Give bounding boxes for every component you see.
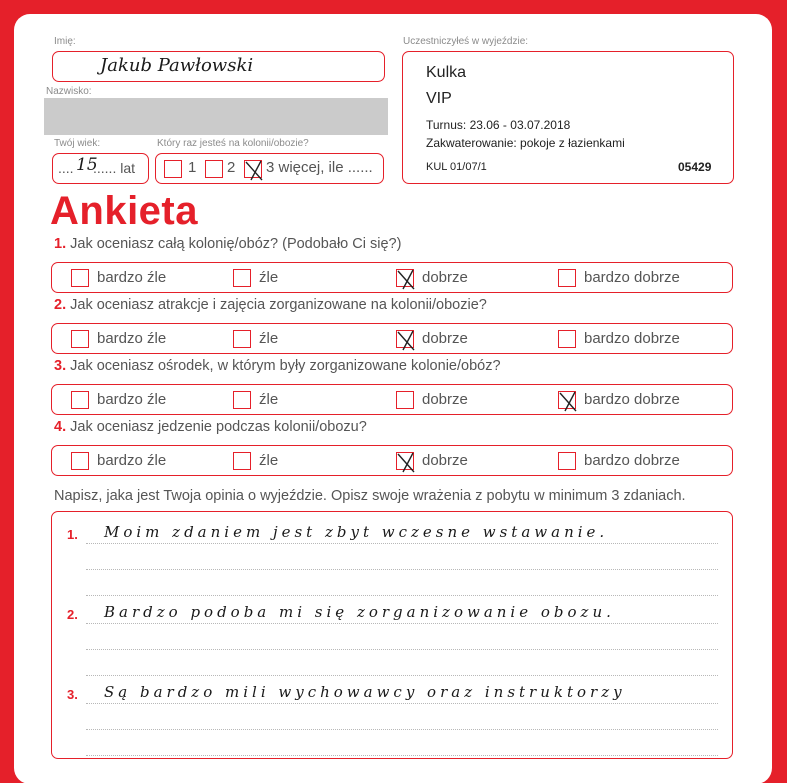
camp-accommodation: Zakwaterowanie: pokoje z łazienkami: [426, 136, 625, 150]
q1-checkbox-3[interactable]: [396, 269, 414, 287]
q4-checkbox-2[interactable]: [233, 452, 251, 470]
q4-checkbox-1[interactable]: [71, 452, 89, 470]
camp-term: Turnus: 23.06 - 03.07.2018: [426, 118, 571, 132]
participant-label: Uczestniczyłeś w wyjeździe:: [403, 36, 529, 47]
q2-checkbox-1[interactable]: [71, 330, 89, 348]
option-label: dobrze: [422, 330, 468, 347]
answer-1-number: 1.: [67, 527, 78, 542]
option-label: dobrze: [422, 269, 468, 286]
times-option-label: 3 więcej, ile ......: [266, 159, 373, 176]
writing-line: [86, 595, 718, 596]
camp-name: Kulka: [426, 64, 467, 81]
survey-title: Ankieta: [50, 189, 198, 233]
option-label: bardzo źle: [97, 452, 167, 469]
q4-checkbox-4[interactable]: [558, 452, 576, 470]
q2-checkbox-4[interactable]: [558, 330, 576, 348]
q2-checkbox-2[interactable]: [233, 330, 251, 348]
age-label: Twój wiek:: [54, 138, 101, 149]
times-option-label: 2: [227, 159, 236, 176]
writing-line: [86, 623, 718, 624]
q3-checkbox-1[interactable]: [71, 391, 89, 409]
surname-redacted: [44, 98, 388, 135]
option-label: źle: [259, 391, 279, 408]
question-number: 2.: [54, 297, 67, 313]
q3-checkbox-2[interactable]: [233, 391, 251, 409]
name-value: Jakub Pawłowski: [100, 55, 254, 76]
writing-line: [86, 703, 718, 704]
age-value: 15: [76, 155, 98, 175]
writing-line: [86, 675, 718, 676]
option-label: źle: [259, 452, 279, 469]
option-label: bardzo dobrze: [584, 452, 680, 469]
q1-checkbox-2[interactable]: [233, 269, 251, 287]
question-3-text: [54, 358, 501, 374]
question-number: 1.: [54, 236, 67, 252]
answer-2-text: Bardzo podoba mi się zorganizowanie obozu.: [104, 603, 615, 621]
writing-line: [86, 649, 718, 650]
opinion-prompt: Napisz, jaka jest Twoja opinia o wyjeździe. Opisz swoje wrażenia z pobytu w minimum 3 zdaniach.: [54, 488, 686, 504]
question-label: Jak oceniasz jedzenie podczas kolonii/obozu?: [70, 419, 367, 435]
answer-3-number: 3.: [67, 687, 78, 702]
times-label: Który raz jesteś na kolonii/obozie?: [157, 138, 309, 149]
question-1-text: [54, 236, 401, 252]
opinion-box[interactable]: [51, 511, 733, 759]
times-checkbox-3[interactable]: [244, 160, 262, 178]
writing-line: [86, 569, 718, 570]
option-label: źle: [259, 269, 279, 286]
camp-number: 05429: [678, 160, 712, 174]
question-label: Jak oceniasz całą kolonię/obóz? (Podobało Ci się?): [70, 236, 402, 252]
option-label: źle: [259, 330, 279, 347]
times-option-label: 1: [188, 159, 197, 176]
age-prefix: ....: [58, 160, 74, 176]
question-2-text: [54, 297, 487, 313]
option-label: bardzo źle: [97, 269, 167, 286]
times-checkbox-1[interactable]: [164, 160, 182, 178]
option-label: bardzo źle: [97, 391, 167, 408]
camp-type: VIP: [426, 90, 452, 107]
q4-checkbox-3[interactable]: [396, 452, 414, 470]
answer-2-number: 2.: [67, 607, 78, 622]
option-label: bardzo dobrze: [584, 269, 680, 286]
name-label: Imię:: [54, 36, 76, 47]
question-number: 3.: [54, 358, 67, 374]
question-label: Jak oceniasz atrakcje i zajęcia zorganizowane na kolonii/obozie?: [70, 297, 487, 313]
question-label: Jak oceniasz ośrodek, w którym były zorganizowane kolonie/obóz?: [70, 358, 501, 374]
age-suffix: ...... lat: [93, 160, 136, 176]
option-label: bardzo źle: [97, 330, 167, 347]
option-label: bardzo dobrze: [584, 391, 680, 408]
option-label: dobrze: [422, 391, 468, 408]
q3-checkbox-3[interactable]: [396, 391, 414, 409]
answer-3-text: Są bardzo mili wychowawcy oraz instruktorzy: [104, 683, 626, 701]
surname-label: Nazwisko:: [46, 86, 92, 97]
q3-checkbox-4[interactable]: [558, 391, 576, 409]
question-4-text: [54, 419, 367, 435]
question-number: 4.: [54, 419, 67, 435]
q1-checkbox-4[interactable]: [558, 269, 576, 287]
q2-checkbox-3[interactable]: [396, 330, 414, 348]
option-label: dobrze: [422, 452, 468, 469]
writing-line: [86, 543, 718, 544]
writing-line: [86, 729, 718, 730]
camp-code: KUL 01/07/1: [426, 161, 487, 173]
answer-1-text: Moim zdaniem jest zbyt wczesne wstawanie.: [104, 523, 609, 541]
times-checkbox-2[interactable]: [205, 160, 223, 178]
writing-line: [86, 755, 718, 756]
q1-checkbox-1[interactable]: [71, 269, 89, 287]
option-label: bardzo dobrze: [584, 330, 680, 347]
